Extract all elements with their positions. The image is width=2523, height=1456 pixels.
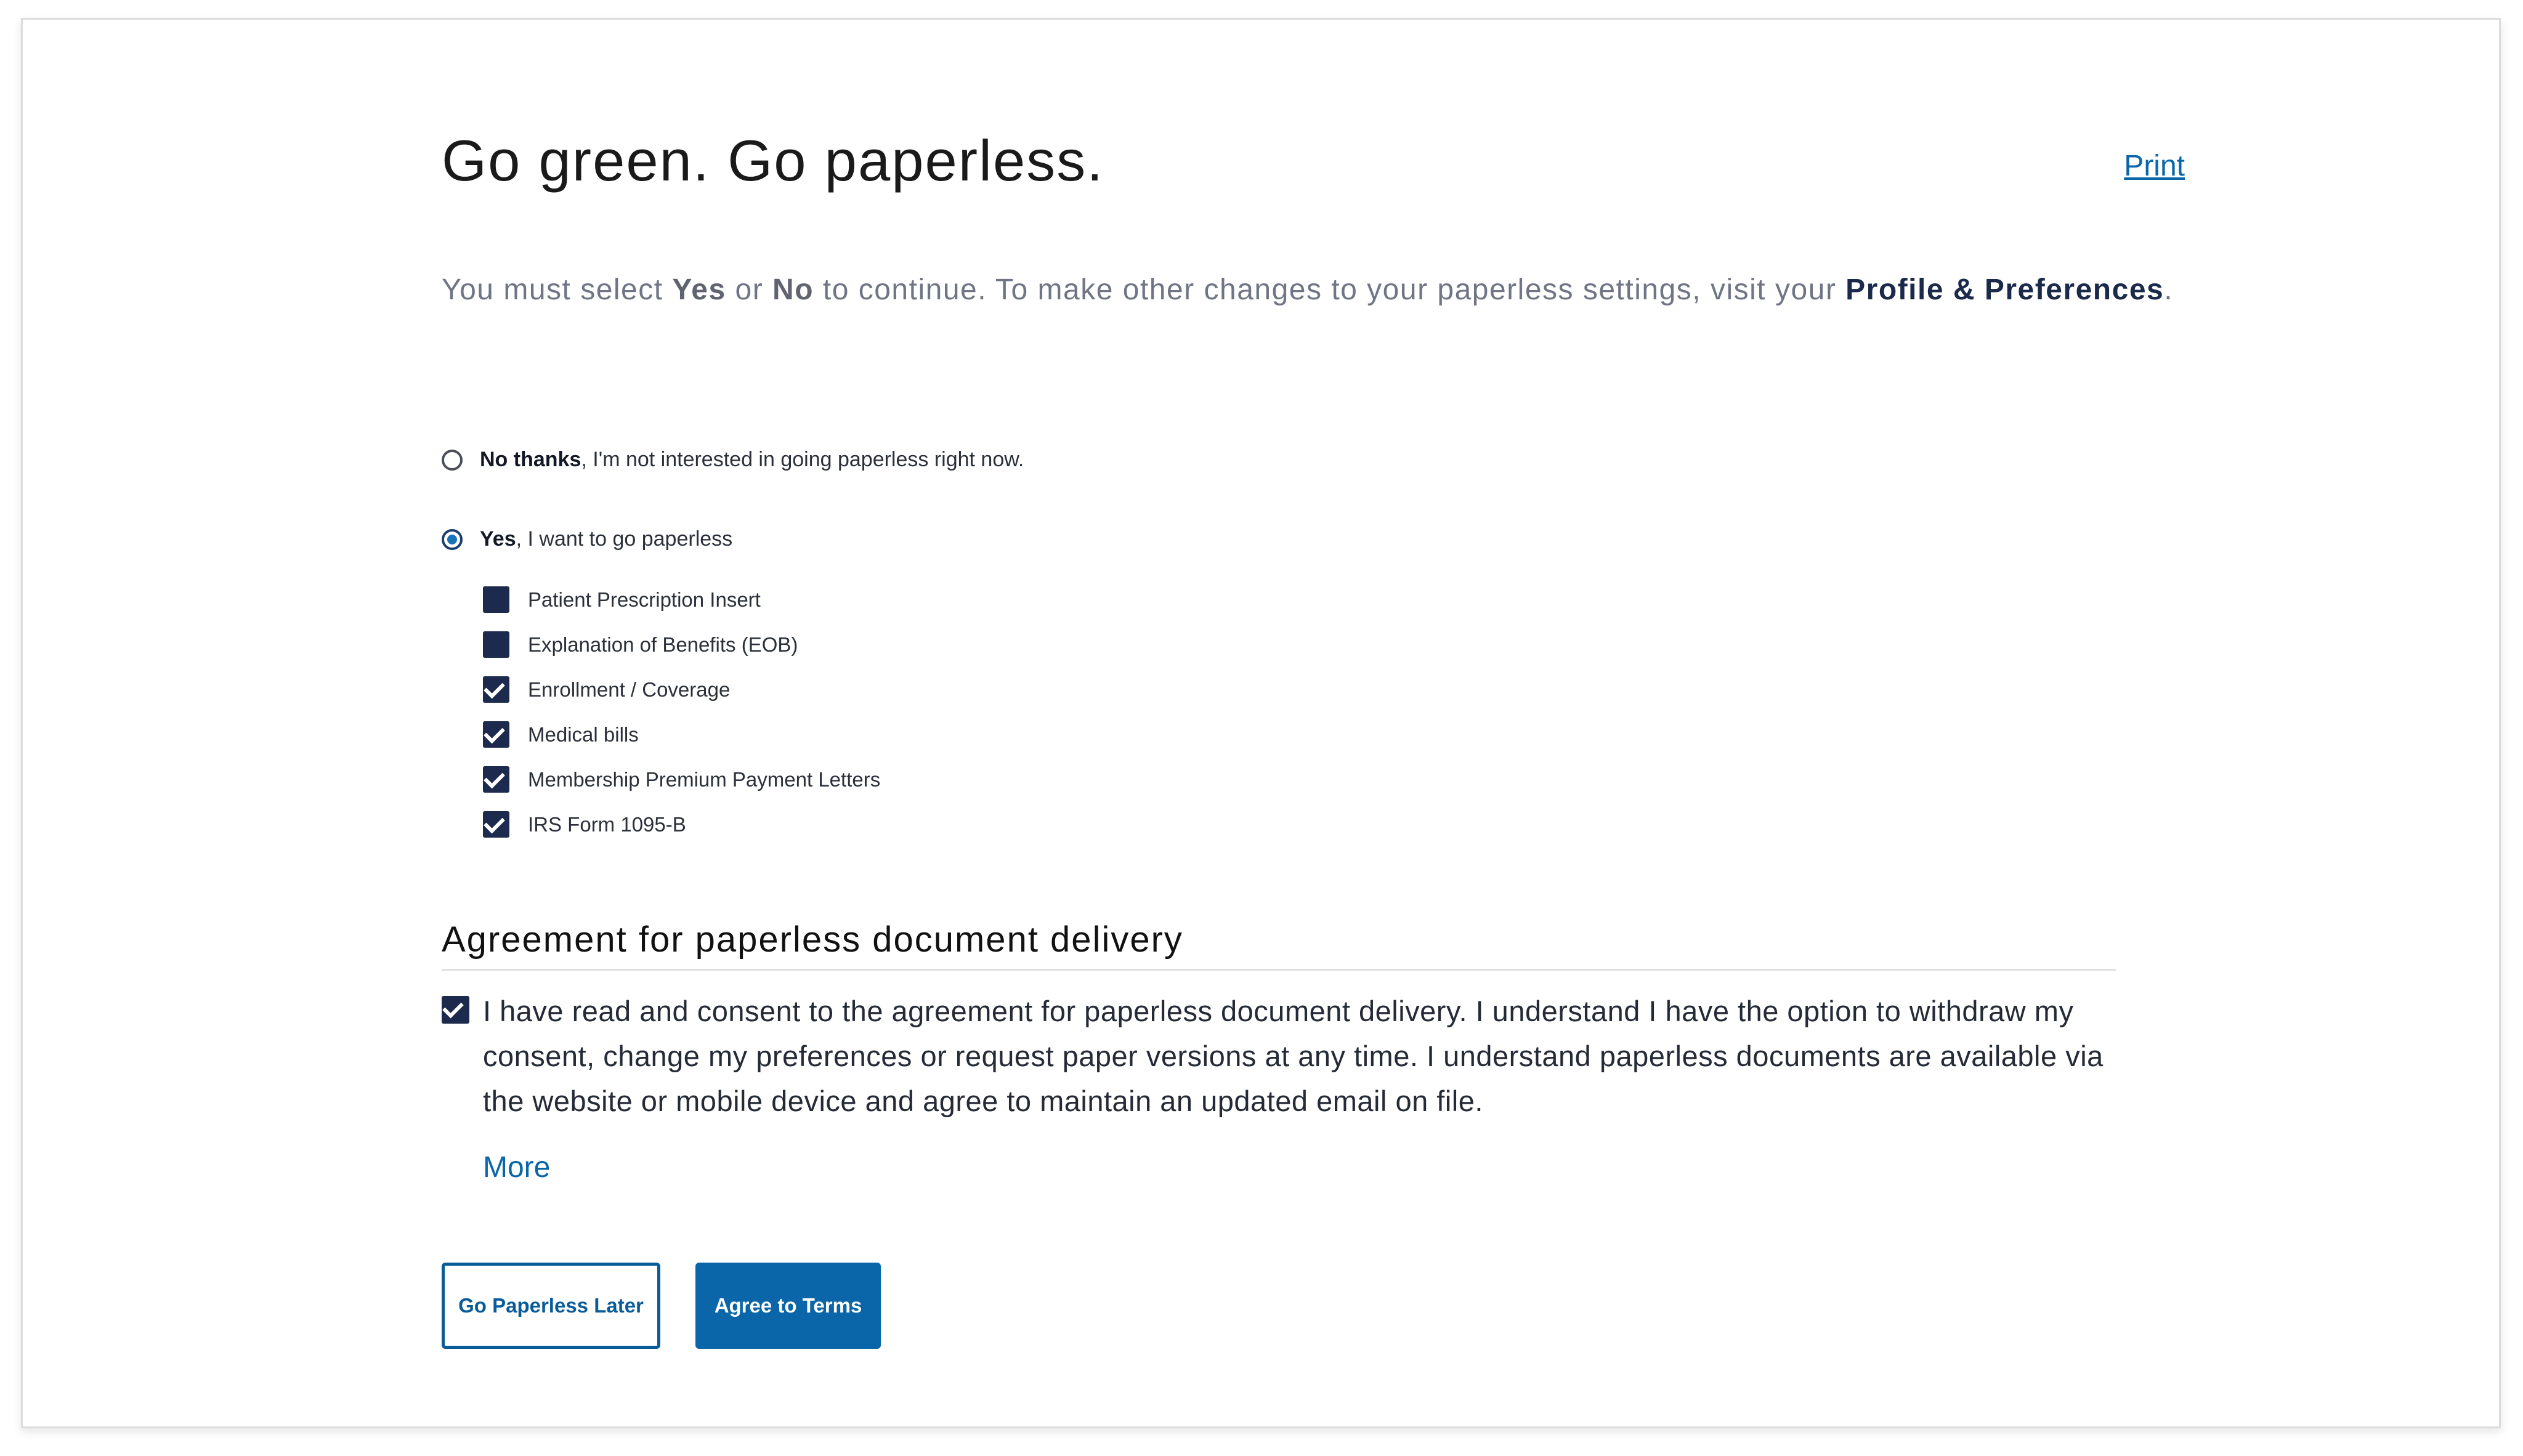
doc-label: Explanation of Benefits (EOB)	[528, 633, 798, 656]
section-divider	[442, 969, 2116, 971]
intro-text	[442, 264, 2185, 316]
doc-label: Membership Premium Payment Letters	[528, 767, 881, 791]
more-link[interactable]: More	[483, 1151, 551, 1184]
yes-bold: Yes	[480, 527, 516, 551]
intro-part-1: You must select	[442, 273, 673, 306]
no-thanks-radio[interactable]	[442, 450, 463, 471]
no-thanks-bold: No thanks	[480, 448, 581, 471]
doc-explanation-of-benefits[interactable]	[483, 622, 880, 667]
print-link[interactable]: Print	[2124, 150, 2185, 182]
intro-no: No	[772, 273, 814, 306]
consent-text: I have read and consent to the agreement for paperless document delivery. I understand I have the option to withdraw my consent, change my preferences or request paper versions at any time. I understand paperless documents are available via the website or mobile device and agree to maintain an updated email on file.	[483, 995, 2104, 1117]
agree-to-terms-button[interactable]: Agree to Terms	[695, 1263, 881, 1349]
intro-part-2: or	[726, 273, 773, 306]
no-thanks-rest: , I'm not interested in going paperless right now.	[581, 448, 1024, 471]
doc-membership-premium-payment-letters[interactable]	[483, 757, 880, 802]
page-title: Go green. Go paperless.	[442, 128, 1104, 193]
yes-rest: , I want to go paperless	[516, 527, 733, 551]
document-type-list	[483, 577, 880, 847]
doc-checkbox[interactable]	[483, 766, 509, 793]
doc-label: Enrollment / Coverage	[528, 677, 731, 701]
go-paperless-later-button[interactable]: Go Paperless Later	[442, 1263, 660, 1349]
doc-medical-bills[interactable]	[483, 712, 880, 757]
paperless-dialog	[21, 18, 2501, 1428]
consent-checkbox[interactable]	[442, 996, 469, 1024]
doc-patient-prescription-insert[interactable]	[483, 577, 880, 622]
doc-checkbox[interactable]	[483, 586, 509, 613]
yes-label	[480, 527, 732, 551]
option-no-thanks[interactable]	[442, 448, 1024, 472]
doc-irs-form-1095b[interactable]	[483, 802, 880, 847]
no-thanks-label	[480, 448, 1024, 472]
intro-part-4: .	[2164, 273, 2174, 306]
dialog-content	[442, 20, 2185, 1426]
doc-label: IRS Form 1095-B	[528, 812, 686, 836]
doc-label: Patient Prescription Insert	[528, 588, 761, 611]
doc-checkbox[interactable]	[483, 631, 509, 658]
intro-yes: Yes	[672, 273, 726, 306]
option-yes-paperless[interactable]	[442, 527, 732, 551]
yes-radio[interactable]	[442, 529, 463, 550]
doc-label: Medical bills	[528, 722, 639, 746]
doc-checkbox[interactable]	[483, 676, 509, 703]
agreement-heading: Agreement for paperless document delivery	[442, 920, 1183, 960]
doc-enrollment-coverage[interactable]	[483, 667, 880, 712]
doc-checkbox[interactable]	[483, 721, 509, 748]
profile-preferences-link[interactable]: Profile & Preferences	[1845, 273, 2165, 306]
intro-part-3: to continue. To make other changes to your paperless settings, visit your	[814, 273, 1846, 306]
doc-checkbox[interactable]	[483, 811, 509, 838]
